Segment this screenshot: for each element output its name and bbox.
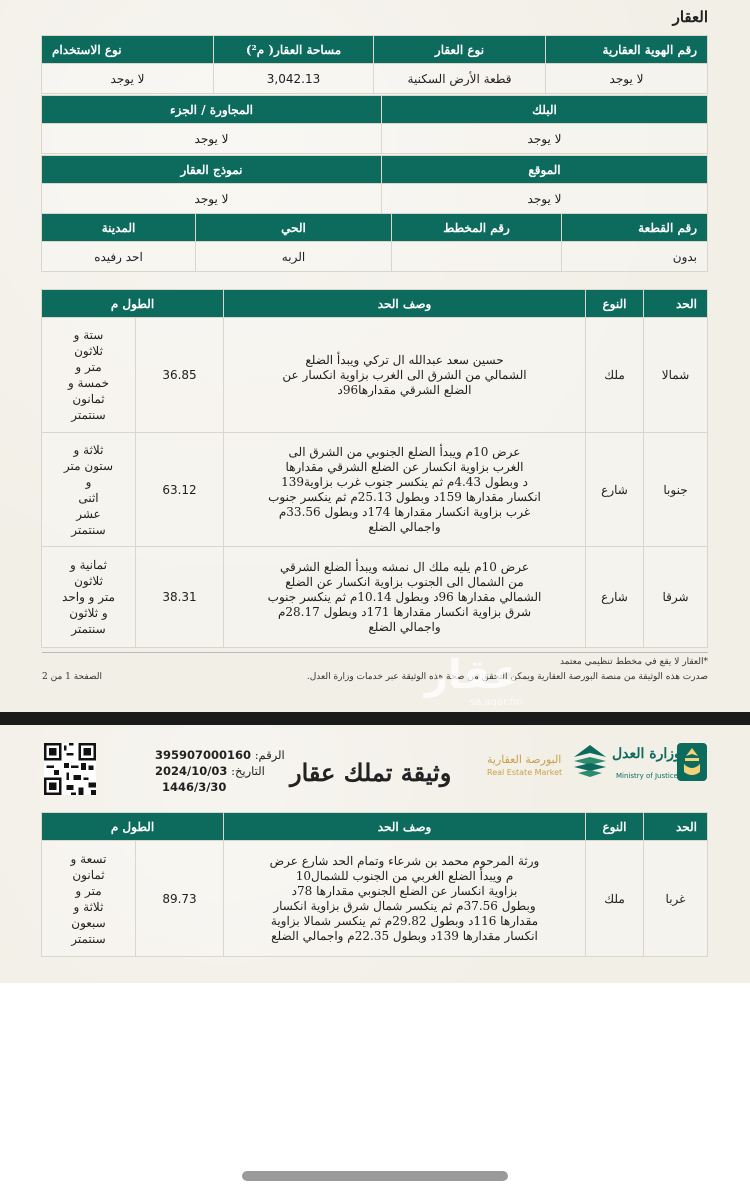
block-table <box>41 95 708 154</box>
bound-length: 89.73 <box>136 841 224 957</box>
value-city: احد رفيده <box>42 242 196 272</box>
bound-length: 63.12 <box>136 433 224 547</box>
header-plot-number: رقم القطعة <box>562 214 708 242</box>
bound-description: ورثة المرحوم محمد بن شرعاء وتمام الحد شارع عرض م ويبدأ الضلع الغربي من الجنوب للشمال10 بزاوية انكسار عن الضلع الجنوبي مقدارها 78د وبطول 37.56م ثم ينكسر شمال شرق بزاوية انكسار مقدارها 116د وبطول 29.82م ثم ينكسر شمالا بزاوية انكسار مقدارها 139د وبطول 22.35م واجمالي الضلع <box>224 841 586 957</box>
footnote-verification: صدرت هذه الوثيقة من منصة البورصة العقارية ويمكن التحقق من صحة هذه الوثيقة عبر خدمات وزارة العدل. <box>306 672 708 682</box>
bounds-table <box>41 289 708 648</box>
document-number: الرقم: 395907000160 <box>155 748 285 762</box>
header-property-id: رقم الهوية العقارية <box>546 36 708 64</box>
bound-length-words: تسعة و ثمانون متر و ثلاثة و سبعون سنتمتر <box>41 841 135 957</box>
header-bound: الحد <box>644 290 708 318</box>
section-title: العقار <box>672 8 708 26</box>
bound-description: حسين سعد عبدالله ال تركي ويبدأ الضلع الشمالي من الشرق الى الغرب بزاوية انكسار عن الضلع الشرقي مقدارها96د <box>224 318 586 433</box>
bound-type: ملك <box>586 318 644 433</box>
bounds-table-page-2 <box>41 812 708 957</box>
table-row <box>41 318 707 433</box>
value-district: الربه <box>196 242 392 272</box>
document-date: التاريخ: 2024/10/03 <box>155 764 265 778</box>
header-location: الموقع <box>382 156 708 184</box>
bound-description: عرض 10م ويبدأ الضلع الجنوبي من الشرق الى الغرب بزاوية انكسار عن الضلع الشرقي مقدارها د وبطول 4.43م ثم ينكسر جنوب غرب بزاوية139 انكسار مقدارها 159د وبطول 25.13م ثم ينكسر جنوب غرب بزاوية انكسار مقدارها 174د وبطول 33.56م واجمالي الضلع <box>224 433 586 547</box>
header-length: الطول م <box>41 290 223 318</box>
bound-direction: جنوبا <box>644 433 708 547</box>
bound-length-words: ستة و ثلاثون متر و خمسة و ثمانون سنتمتر <box>41 318 135 433</box>
header-usage-type: نوع الاستخدام <box>42 36 214 64</box>
footer-divider <box>42 652 708 653</box>
header-length: الطول م <box>41 813 223 841</box>
table-row <box>41 433 707 547</box>
header-block: البلك <box>382 96 708 124</box>
aqar-watermark-url: sa.aqar.fm <box>470 697 523 708</box>
header-neighborhood-part: المجاورة / الجزء <box>42 96 382 124</box>
bound-direction: غربا <box>644 841 708 957</box>
bound-type: ملك <box>586 841 644 957</box>
value-property-model: لا يوجد <box>42 184 382 214</box>
header-bound-description: وصف الحد <box>224 813 586 841</box>
location-table <box>41 155 708 214</box>
real-estate-market-logo-icon <box>570 741 610 781</box>
ministry-of-justice-subtitle: Ministry of Justice <box>616 772 678 780</box>
value-block: لا يوجد <box>382 124 708 154</box>
bound-length: 38.31 <box>136 547 224 648</box>
bound-type: شارع <box>586 547 644 648</box>
header-bound-type: النوع <box>586 813 644 841</box>
page-separator <box>0 712 750 725</box>
header-city: المدينة <box>42 214 196 242</box>
value-property-type: قطعة الأرض السكنية <box>374 64 546 94</box>
document-title: وثيقة تملك عقار <box>290 758 452 787</box>
bound-length-words: ثمانية و ثلاثون متر و واحد و ثلاثون سنتمتر <box>41 547 135 648</box>
header-property-type: نوع العقار <box>374 36 546 64</box>
value-usage-type: لا يوجد <box>42 64 214 94</box>
value-scheme-number <box>392 242 562 272</box>
page-number: الصفحة 1 من 2 <box>42 672 102 682</box>
header-district: الحي <box>196 214 392 242</box>
table-row <box>41 547 707 648</box>
real-estate-market-subtitle: Real Estate Market <box>487 768 563 777</box>
plot-table <box>41 213 708 272</box>
header-scheme-number: رقم المخطط <box>392 214 562 242</box>
header-bound-description: وصف الحد <box>224 290 586 318</box>
bound-type: شارع <box>586 433 644 547</box>
qr-code-icon <box>44 743 96 795</box>
value-neighborhood-part: لا يوجد <box>42 124 382 154</box>
bound-direction: شرقا <box>644 547 708 648</box>
bound-length-words: ثلاثة و ستون متر و اثنى عشر سنتمتر <box>41 433 135 547</box>
bound-length: 36.85 <box>136 318 224 433</box>
header-bound: الحد <box>644 813 708 841</box>
ministry-of-justice-name: وزارة العدل <box>612 746 681 762</box>
real-estate-market-name: البورصة العقارية <box>487 753 562 766</box>
value-property-id: لا يوجد <box>546 64 708 94</box>
table-row <box>41 841 707 957</box>
value-plot-number: بدون <box>562 242 708 272</box>
value-location: لا يوجد <box>382 184 708 214</box>
property-info-table <box>41 35 708 94</box>
header-property-area: مساحة العقار( م²) <box>214 36 374 64</box>
document-date-hijri: 1446/3/30 <box>162 780 227 794</box>
home-indicator[interactable] <box>242 1171 508 1181</box>
value-property-area: 3,042.13 <box>214 64 374 94</box>
bound-description: عرض 10م يليه ملك ال نمشه ويبدأ الضلع الشرقي من الشمال الى الجنوب بزاوية انكسار عن الضلع الشمالي مقدارها 96د وبطول 10.14م ثم ينكسر جنوب شرق بزاوية انكسار مقدارها 171د وبطول 28.17م واجمالي الضلع <box>224 547 586 648</box>
header-bound-type: النوع <box>586 290 644 318</box>
footnote-scheme: *العقار لا يقع في مخطط تنظيمي معتمد <box>559 657 708 667</box>
header-property-model: نموذج العقار <box>42 156 382 184</box>
bound-direction: شمالا <box>644 318 708 433</box>
aqar-watermark: عقار <box>425 652 520 698</box>
